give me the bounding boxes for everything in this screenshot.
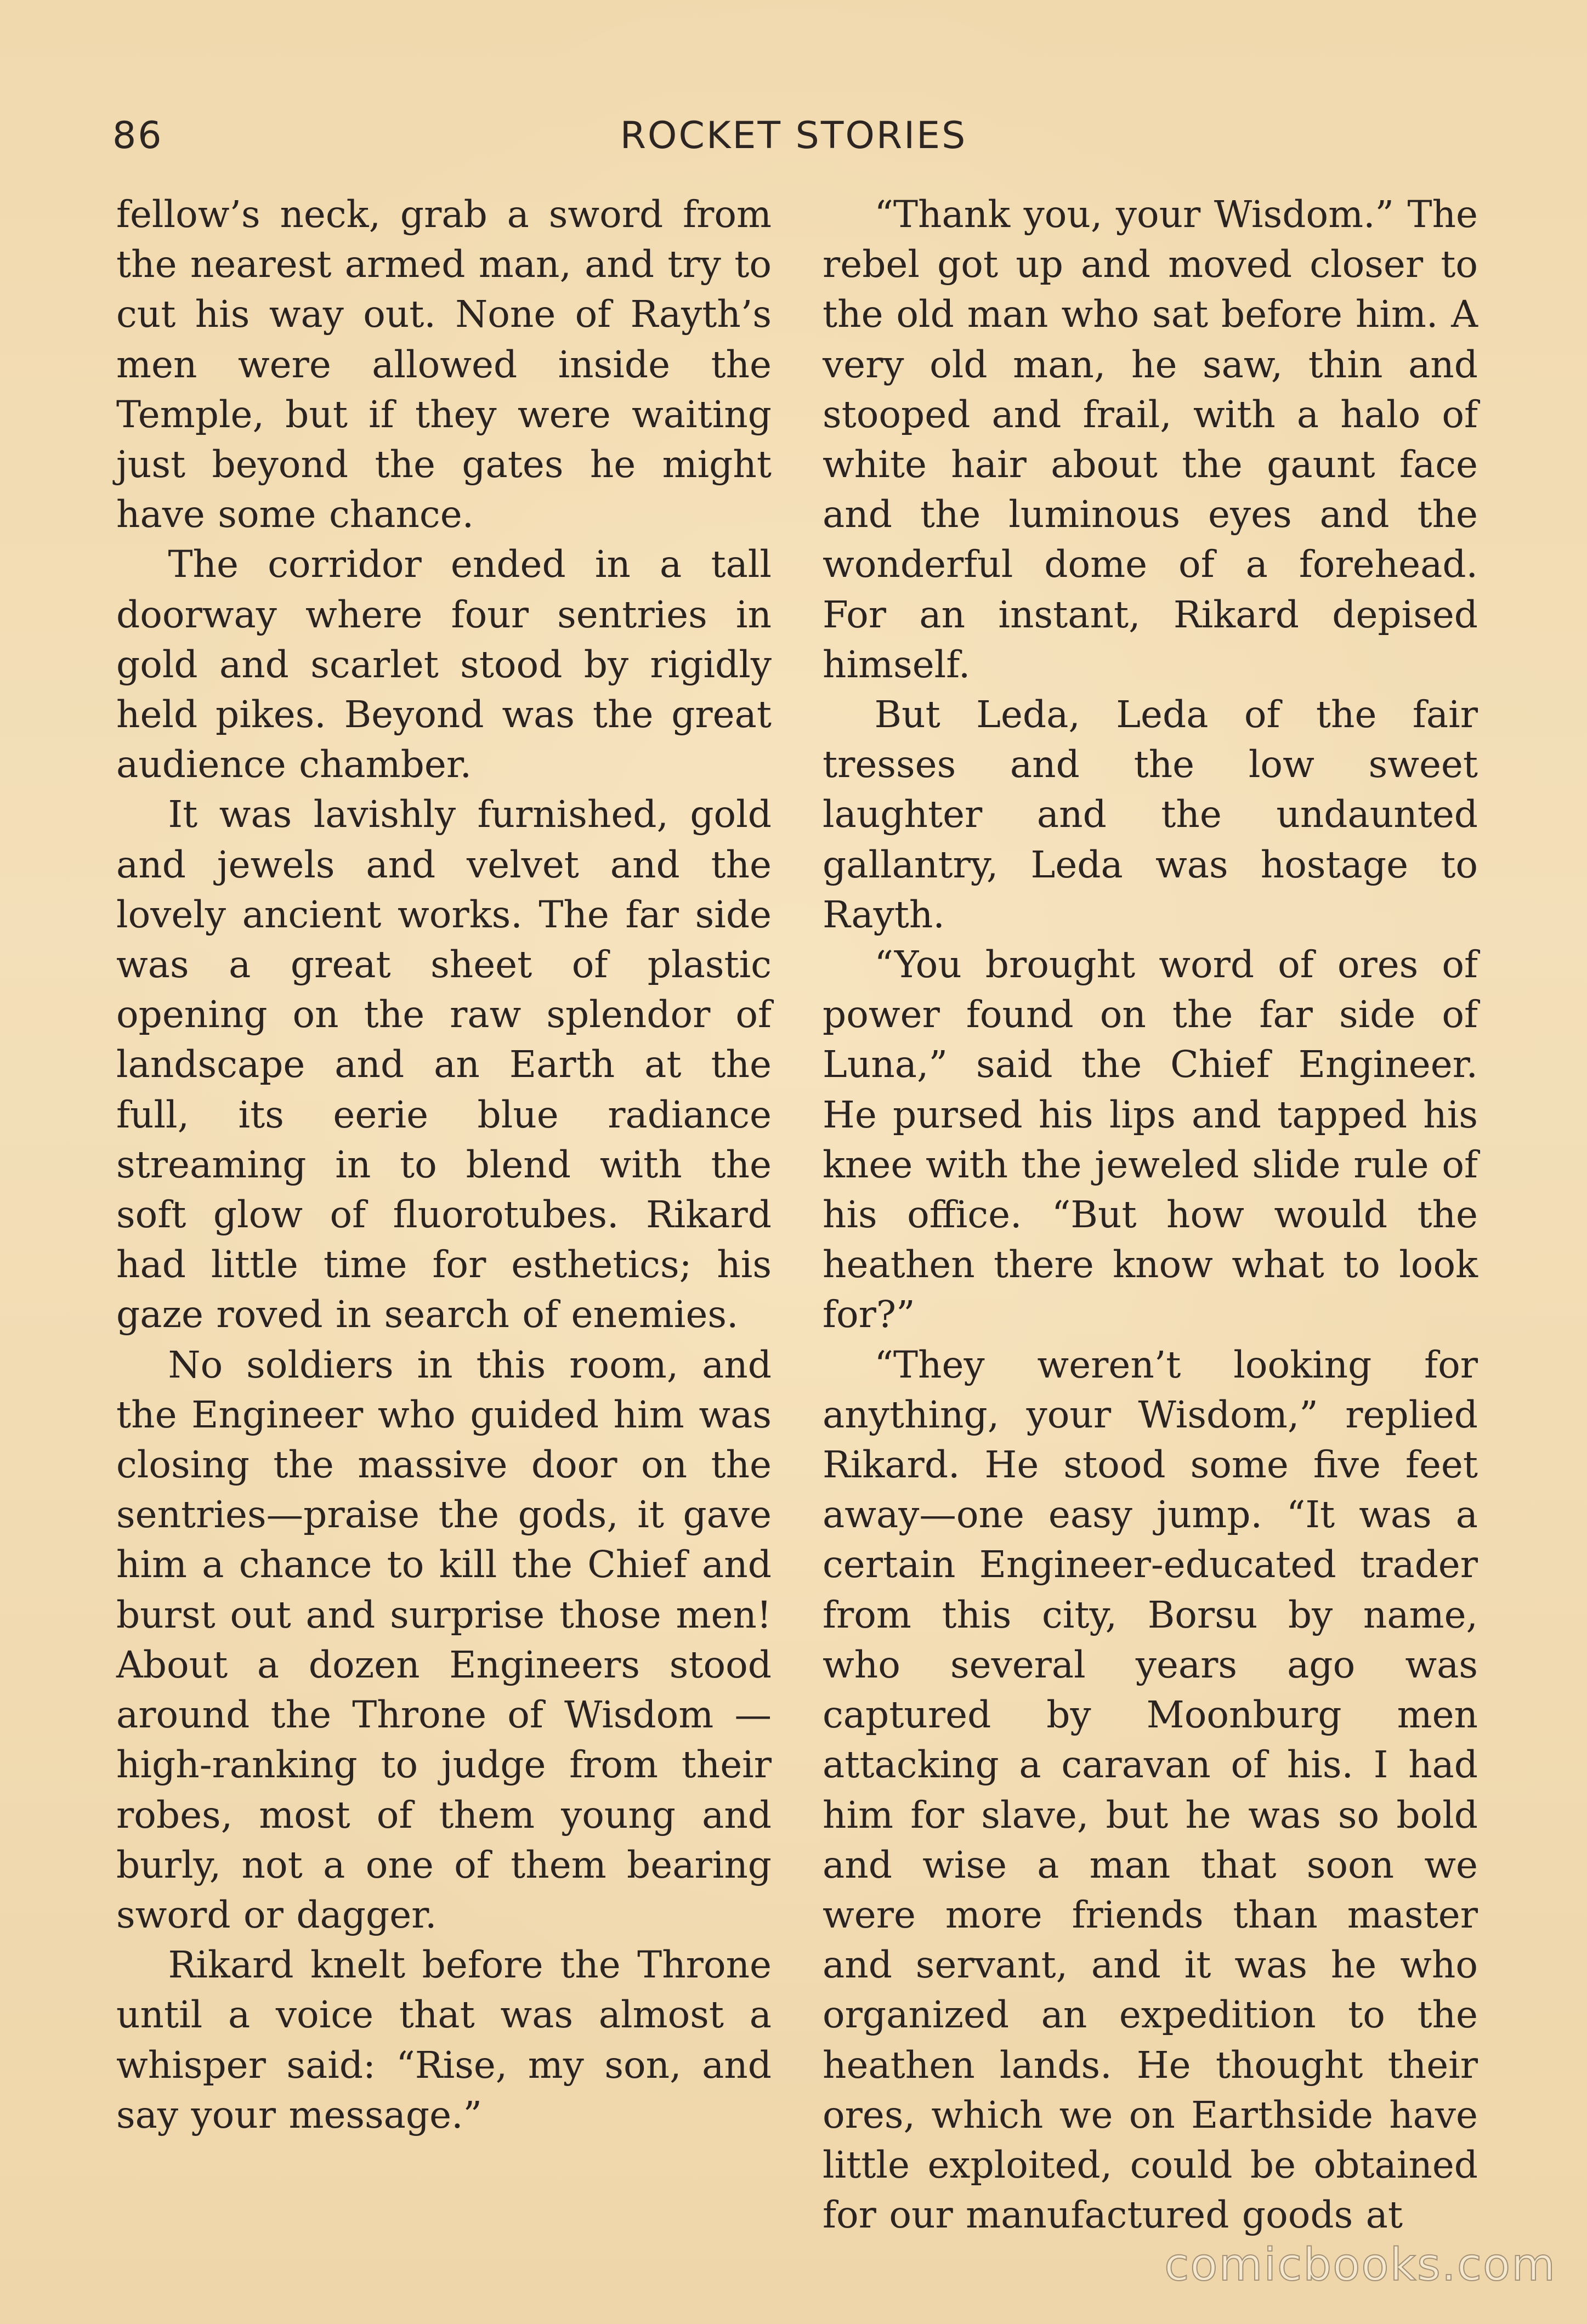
watermark: comicbooks.com	[1164, 2239, 1556, 2291]
left-column	[116, 189, 772, 2140]
page-number: 86	[112, 114, 163, 157]
paragraph: “You brought word of ores of power found on the far side of Luna,” said the Chief Engineer. He pursed his lips and tapped his knee with the jeweled slide rule of his office. “But how would the heathen there know what to look for?”	[823, 943, 1478, 1336]
paragraph: “Thank you, your Wisdom.” The rebel got up and moved closer to the old man who sat before him. A very old man, he saw, thin and stooped and frail, with a halo of white hair about the gaunt face and the luminous eyes and the wonderful dome of a forehead. For an instant, Rikard depised himself.	[823, 192, 1478, 686]
running-head	[112, 114, 1475, 169]
paragraph: “They weren’t looking for anything, your Wisdom,” replied Rikard. He stood some five feet away—one easy jump. “It was a certain Engineer-educated trader from this city, Borsu by name, who several years ago was captured by Moonburg men attacking a caravan of his. I had him for slave, but he was so bold and wise a man that soon we were more friends than master and servant, and it was he who organized an expedition to the heathen lands. He thought their ores, which we on Earthside have little exploited, could be obtained for our manufactured goods at	[823, 1342, 1478, 2237]
right-column	[823, 189, 1478, 2240]
paragraph: Rikard knelt before the Throne until a voice that was almost a whisper said: “Rise, my son, and say your message.”	[116, 1943, 772, 2136]
paragraph: But Leda, Leda of the fair tresses and the low sweet laughter and the undaunted gallantry, Leda was hostage to Rayth.	[823, 693, 1478, 936]
paragraph: It was lavishly furnished, gold and jewels and velvet and the lovely ancient works. The far side was a great sheet of plastic opening on the raw splendor of landscape and an Earth at the full, its eerie blue radiance streaming in to blend with the soft glow of fluorotubes. Rikard had little time for esthetics; his gaze roved in search of enemies.	[116, 792, 772, 1336]
paragraph: The corridor ended in a tall doorway where four sentries in gold and scarlet stood by rigidly held pikes. Beyond was the great audience chamber.	[116, 542, 772, 786]
paragraph: No soldiers in this room, and the Engineer who guided him was closing the massive door on the sentries—praise the gods, it gave him a chance to kill the Chief and burst out and surprise those men! About a dozen Engineers stood around the Throne of Wisdom — high-ranking to judge from their robes, most of them young and burly, not a one of them bearing sword or dagger.	[116, 1342, 772, 1936]
paragraph: fellow’s neck, grab a sword from the nearest armed man, and try to cut his way out. None of Rayth’s men were allowed inside the Temple, but if they were waiting just beyond the gates he might have some chance.	[116, 192, 772, 536]
magazine-title: ROCKET STORIES	[620, 114, 967, 157]
